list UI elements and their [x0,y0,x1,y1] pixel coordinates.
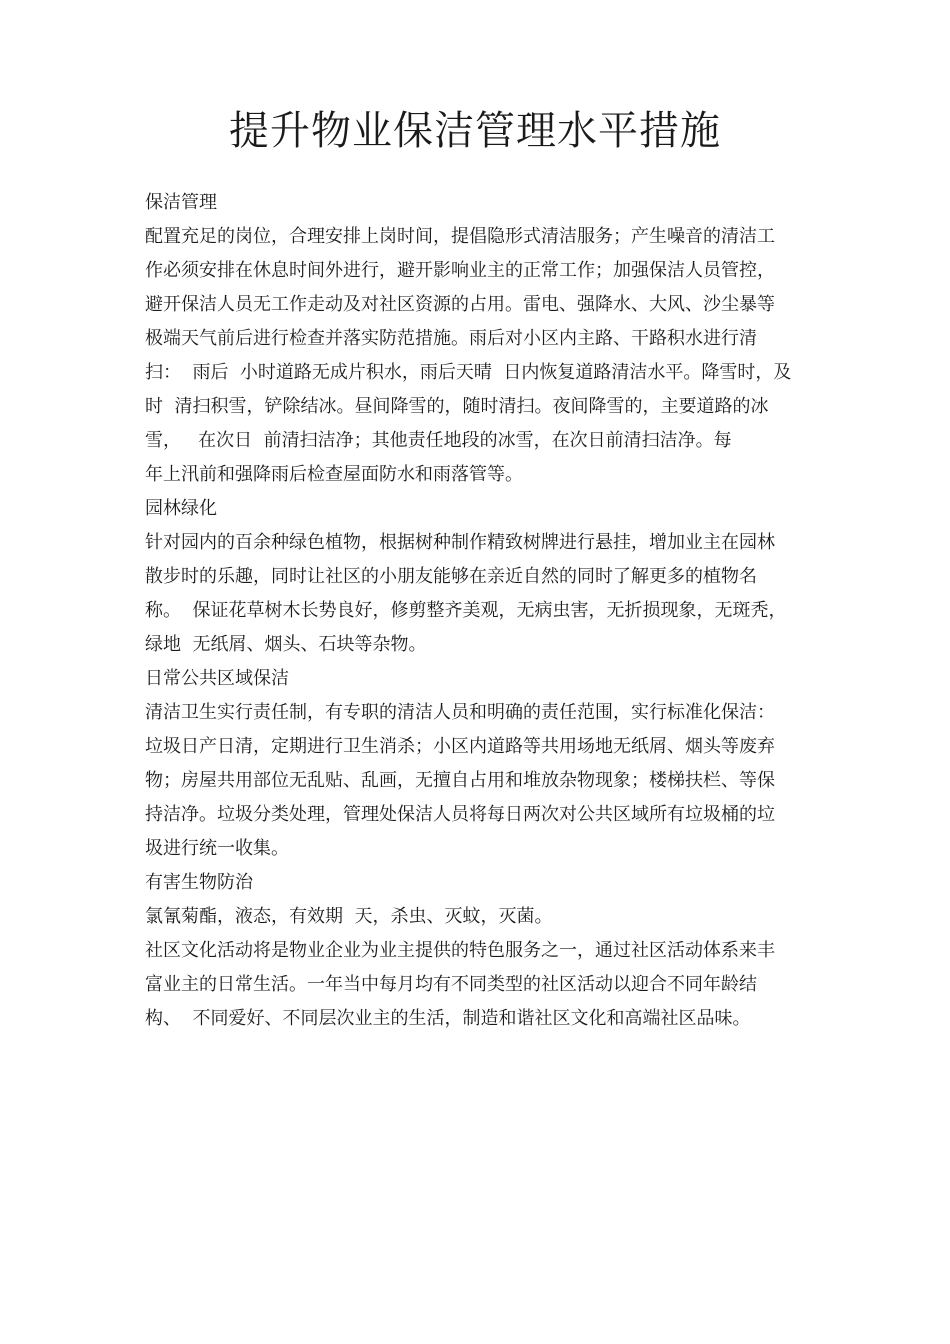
section-heading-public-area-cleaning: 日常公共区域保洁 [145,668,289,689]
section-heading-landscaping: 园林绿化 [145,498,217,519]
body-line: 极端天气前后进行检查并落实防范措施。雨后对小区内主路、干路积水进行清 [145,328,757,349]
body-line: 散步时的乐趣，同时让社区的小朋友能够在亲近自然的同时了解更多的植物名 [145,566,757,587]
body-line: 构、 不同爱好、不同层次业主的生活，制造和谐社区文化和高端社区品味。 [145,1008,751,1029]
body-line: 年上汛前和强降雨后检查屋面防水和雨落管等。 [145,464,523,485]
body-line: 垃圾日产日清，定期进行卫生消杀；小区内道路等共用场地无纸屑、烟头等废弃 [145,736,775,757]
section-heading-pest-control: 有害生物防治 [145,872,253,893]
body-line: 物；房屋共用部位无乱贴、乱画，无擅自占用和堆放杂物现象；楼梯扶栏、等保 [145,770,775,791]
document-body [145,186,835,1036]
document-title: 提升物业保洁管理水平措施 [229,108,721,154]
body-line: 社区文化活动将是物业企业为业主提供的特色服务之一，通过社区活动体系来丰 [145,940,775,961]
body-line: 作必须安排在休息时间外进行，避开影响业主的正常工作；加强保洁人员管控， [145,260,775,281]
body-line: 时 清扫积雪，铲除结冰。昼间降雪的，随时清扫。夜间降雪的，主要道路的冰 [145,396,769,417]
body-line: 氯氰菊酯，液态，有效期 天，杀虫、灭蚊，灭菌。 [145,906,553,927]
body-line: 富业主的日常生活。一年当中每月均有不同类型的社区活动以迎合不同年龄结 [145,974,757,995]
section-heading-cleaning-management: 保洁管理 [145,192,217,213]
body-line: 针对园内的百余种绿色植物，根据树种制作精致树牌进行悬挂，增加业主在园林 [145,532,775,553]
body-line: 雪， 在次日 前清扫洁净；其他责任地段的冰雪，在次日前清扫洁净。每 [145,430,732,451]
body-line: 持洁净。垃圾分类处理，管理处保洁人员将每日两次对公共区域所有垃圾桶的垃 [145,804,775,825]
body-line: 圾进行统一收集。 [145,838,289,859]
body-line: 避开保洁人员无工作走动及对社区资源的占用。雷电、强降水、大风、沙尘暴等 [145,294,775,315]
body-line: 清洁卫生实行责任制，有专职的清洁人员和明确的责任范围，实行标准化保洁： [145,702,775,723]
body-line: 配置充足的岗位，合理安排上岗时间，提倡隐形式清洁服务；产生噪音的清洁工 [145,226,775,247]
body-line: 绿地 无纸屑、烟头、石块等杂物。 [145,634,427,655]
body-line: 称。 保证花草树木长势良好，修剪整齐美观，无病虫害，无折损现象，无斑秃， [145,600,787,621]
body-line: 扫： 雨后 小时道路无成片积水，雨后天晴 日内恢复道路清洁水平。降雪时，及 [145,362,792,383]
